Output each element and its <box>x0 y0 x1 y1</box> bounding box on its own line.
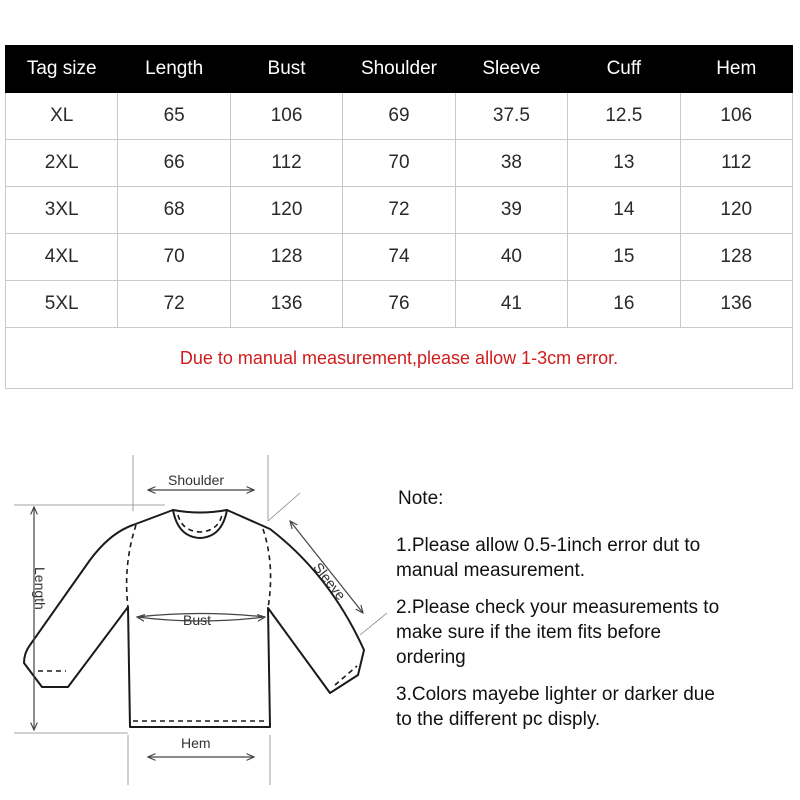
header-shoulder: Shoulder <box>343 46 455 93</box>
notes-title: Note: <box>398 488 444 509</box>
cell-sleeve: 37.5 <box>455 93 567 140</box>
cell-sleeve: 38 <box>455 140 567 187</box>
footnote-row <box>6 328 793 389</box>
note-item: 3.Colors mayebe lighter or darker due to the different pc disply. <box>396 684 715 730</box>
cell-hem: 120 <box>680 187 792 234</box>
bust-label: Bust <box>183 612 212 628</box>
cell-hem: 106 <box>680 93 792 140</box>
cell-bust: 112 <box>230 140 342 187</box>
cell-length: 70 <box>118 234 230 281</box>
note-item: 2.Please check your measurements to make sure if the item fits before ordering <box>396 597 720 668</box>
cell-length: 72 <box>118 281 230 328</box>
cell-bust: 136 <box>230 281 342 328</box>
header-length: Length <box>118 46 230 93</box>
cell-tag-size: 5XL <box>6 281 118 328</box>
cell-tag-size: 3XL <box>6 187 118 234</box>
table-row <box>6 140 793 187</box>
cell-cuff: 16 <box>568 281 680 328</box>
cell-cuff: 14 <box>568 187 680 234</box>
header-cuff: Cuff <box>568 46 680 93</box>
cell-bust: 120 <box>230 187 342 234</box>
cell-length: 66 <box>118 140 230 187</box>
cell-shoulder: 70 <box>343 140 455 187</box>
cell-tag-size: 2XL <box>6 140 118 187</box>
shoulder-label: Shoulder <box>168 472 225 488</box>
cell-tag-size: 4XL <box>6 234 118 281</box>
measurement-diagram <box>0 445 390 790</box>
cell-cuff: 13 <box>568 140 680 187</box>
cell-sleeve: 40 <box>455 234 567 281</box>
cell-bust: 128 <box>230 234 342 281</box>
cell-hem: 112 <box>680 140 792 187</box>
table-row <box>6 187 793 234</box>
header-sleeve: Sleeve <box>455 46 567 93</box>
table-row <box>6 281 793 328</box>
sleeve-label: Sleeve <box>310 559 350 603</box>
cell-tag-size: XL <box>6 93 118 140</box>
cell-shoulder: 76 <box>343 281 455 328</box>
table-row <box>6 234 793 281</box>
cell-cuff: 12.5 <box>568 93 680 140</box>
cell-shoulder: 74 <box>343 234 455 281</box>
cell-length: 68 <box>118 187 230 234</box>
size-chart-table <box>5 45 793 389</box>
hem-label: Hem <box>181 735 211 751</box>
cell-shoulder: 72 <box>343 187 455 234</box>
cell-bust: 106 <box>230 93 342 140</box>
header-bust: Bust <box>230 46 342 93</box>
cell-sleeve: 41 <box>455 281 567 328</box>
cell-hem: 128 <box>680 234 792 281</box>
table-row <box>6 93 793 140</box>
header-hem: Hem <box>680 46 792 93</box>
header-tag-size: Tag size <box>6 46 118 93</box>
length-label: Length <box>32 567 48 610</box>
measurement-error-footnote: Due to manual measurement,please allow 1-3cm error. <box>6 328 793 389</box>
cell-shoulder: 69 <box>343 93 455 140</box>
size-chart-header-row <box>6 46 793 93</box>
notes-section <box>396 486 796 744</box>
cell-hem: 136 <box>680 281 792 328</box>
cell-sleeve: 39 <box>455 187 567 234</box>
cell-length: 65 <box>118 93 230 140</box>
cell-cuff: 15 <box>568 234 680 281</box>
note-item: 1.Please allow 0.5-1inch error dut to manual measurement. <box>396 535 701 581</box>
